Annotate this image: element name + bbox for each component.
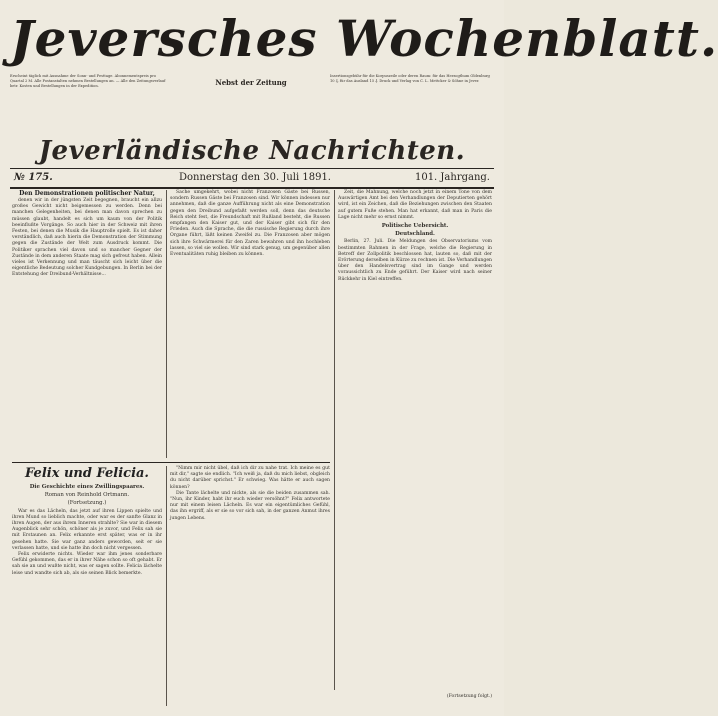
article-body: Zeit, die Mahnung, welche noch jetzt in einem Tone von dem Auswärtigen Amt bei den Verhandlungen der Deputierten gehört wird, ist ein Zeichen, daß die Beziehungen zwischen den Staaten auf gutem Fuße stehen. Man hat erkannt, daß man in Paris die Lage nicht mehr so ernst nimmt. xyxy=(338,190,492,220)
column-divider xyxy=(166,466,167,706)
story-subtitle: Die Geschichte eines Zwillingspaares. xyxy=(29,484,145,490)
story-author: Roman von Reinhold Ortmann. xyxy=(44,492,130,499)
issue-date: Donnerstag den 30. Juli 1891. xyxy=(179,172,331,183)
feuilleton-rule xyxy=(12,462,330,463)
article-body: Berlin, 27. Juli. Die Meldungen des Observatoriums vom bestimmten Rahmen in der Frage, welche die Regierung in Betreff der Zollpolitik beschlossen hat, lauten so, daß mit der Erörterung derselben in Kürze zu rechnen ist. Die Verhandlungen über den Handelsvertrag sind im Gange und werden voraussichtlich zu Ende geführt. Der Kaiser wird nach seiner Rückkehr in Kiel eintreffen. xyxy=(338,239,492,282)
advertising-info: Insertionsgebühr für die Korpuszeile oder deren Raum: für das Herzogthum Oldenburg 10 ₰, für das Ausland 15 ₰. Druck und Verlag von C. L. Mettcker & Söhne in Jever. xyxy=(330,74,490,83)
story-body: Die Tante lächelte und nickte, als sie die beiden zusammen sah. "Nun, ihr Kinder, habt ihr euch wieder versöhnt?" Felix antwortete nur mit einem leisen Lächeln. Es war ein eigentümliches Gefühl, das ihn ergriff, als er sie so vor sich sah, in der ganzen Anmut ihres jungen Lebens. xyxy=(170,490,330,521)
story-title: Felix und Felicia. xyxy=(25,466,149,481)
section-title: Politische Uebersicht. xyxy=(381,223,449,230)
column-1 xyxy=(12,190,162,460)
column-divider xyxy=(166,190,167,458)
story-body: War es das Lächeln, das jetzt auf ihren Lippen spielte und ihren Mund so lieblich machte, oder war es der sanfte Glanz in ihren Augen, der aus ihrem Inneren strahlte? Sie war in diesem Augenblick sehr schön, schöner als je zuvor, und Felix sah sie mit Erstaunen an. Felix erkannte erst später, was er in ihr gesehen hatte. Sie war ganz anders geworden, seit er sie verlassen hatte, und sie hatte ihn doch nicht vergessen. xyxy=(12,508,162,551)
subhead-row xyxy=(10,74,494,114)
dateline xyxy=(10,170,494,186)
feuilleton-column-2 xyxy=(170,466,330,706)
newspaper-subtitle: Jeverländische Nachrichten. xyxy=(38,136,466,166)
story-end-note xyxy=(338,694,492,704)
continued-note: (Fortsetzung folgt.) xyxy=(446,694,492,699)
subscription-info: Erscheint täglich mit Ausnahme der Sonn- und Festtage. Abonnementspreis pro Quartal 2 M. Alle Postanstalten nehmen Bestellungen an. — Alle den Zeitungsverlauf betr. Kosten und Bestellungen in der Expedition. xyxy=(10,74,166,88)
feuilleton-column-1 xyxy=(12,466,162,706)
column-3 xyxy=(338,190,492,690)
issue-year: 101. Jahrgang. xyxy=(414,172,490,183)
story-continued: (Fortsetzung.) xyxy=(67,500,107,507)
column-2 xyxy=(170,190,330,460)
rule-top xyxy=(10,168,494,169)
section-subtitle: Deutschland. xyxy=(395,231,435,238)
supplement-note: Nebst der Zeitung xyxy=(215,78,287,87)
issue-number: № 175. xyxy=(14,172,53,183)
rule-bottom xyxy=(10,187,494,189)
column-divider xyxy=(334,190,335,690)
article-body: denen wir in der jüngsten Zeit begegnen, braucht ein allzu großes Gewicht nicht beigemessen zu werden. Denn bei manchen Gelegenheiten, bei denen man davon sprechen zu müssen glaubt, handelt es sich um kaum von der Politik beeinflußte Vorgänge. So auch hier in der Schweiz mit ihren Festen, bei denen die Musik die Hauptrolle spielt. Es ist daher verständlich, daß auch hierin die Demonstration der Stimmung gegen die Zustände der Welt zum Ausdruck kommt. Die Politiker sprachen viel davon und so mancher Gegner der Zustände in dem anderen Staate mag sich gefreut haben. Allein vieles ist Verkennung und man täuscht sich leicht über die eigentliche Bedeutung solcher Kundgebungen. In Berlin bei der Entstehung der Dreibund-Verhältnisse... xyxy=(12,198,162,278)
article-body: Sache umgekehrt, wobei nicht Franzosen Gäste bei Russen, sondern Russen Gäste bei Franzosen sind. Wir können indessen nur annehmen, daß die ganze Aufführung nicht als eine Demonstration gegen den Dreibund aufgefaßt werden soll, denn das deutsche Reich steht fest, die Freundschaft mit Rußland besteht, die Russen empfangen den Kaiser gut, und der Kaiser gibt sich für den Frieden. Auch die Sprache, die die russische Regierung durch ihre Organe führt, läßt keinen Zweifel zu. Die Franzosen aber mögen sich ihre Schwärmerei für den Zaren bewahren und ihn hochleben lassen, so viel sie wollen. Wir sind stark genug, um gegenüber allen Eventualitäten ruhig bleiben zu können. xyxy=(170,190,330,258)
story-body: Felix erwiderte nichts. Wieder war ihm jenes sonderbare Gefühl gekommen, das er in ihrer Nähe schon so oft gehabt. Er sah sie an und wußte nicht, was er sagen sollte. Felicia lächelte leise und wandte sich ab, als sie seinen Blick bemerkte. xyxy=(12,552,162,576)
story-body: "Nimm mir nicht übel, daß ich dir zu nahe trat. Ich meine es gut mit dir," sagte sie endlich. "Ich weiß ja, daß du mich liebst, obgleich du nicht darüber sprichst." Er schwieg. Was hätte er auch sagen können? xyxy=(170,466,330,490)
article-title: Den Demonstrationen politischer Natur, xyxy=(19,190,155,197)
masthead-title: Jeversches Wochenblatt. xyxy=(10,9,718,68)
